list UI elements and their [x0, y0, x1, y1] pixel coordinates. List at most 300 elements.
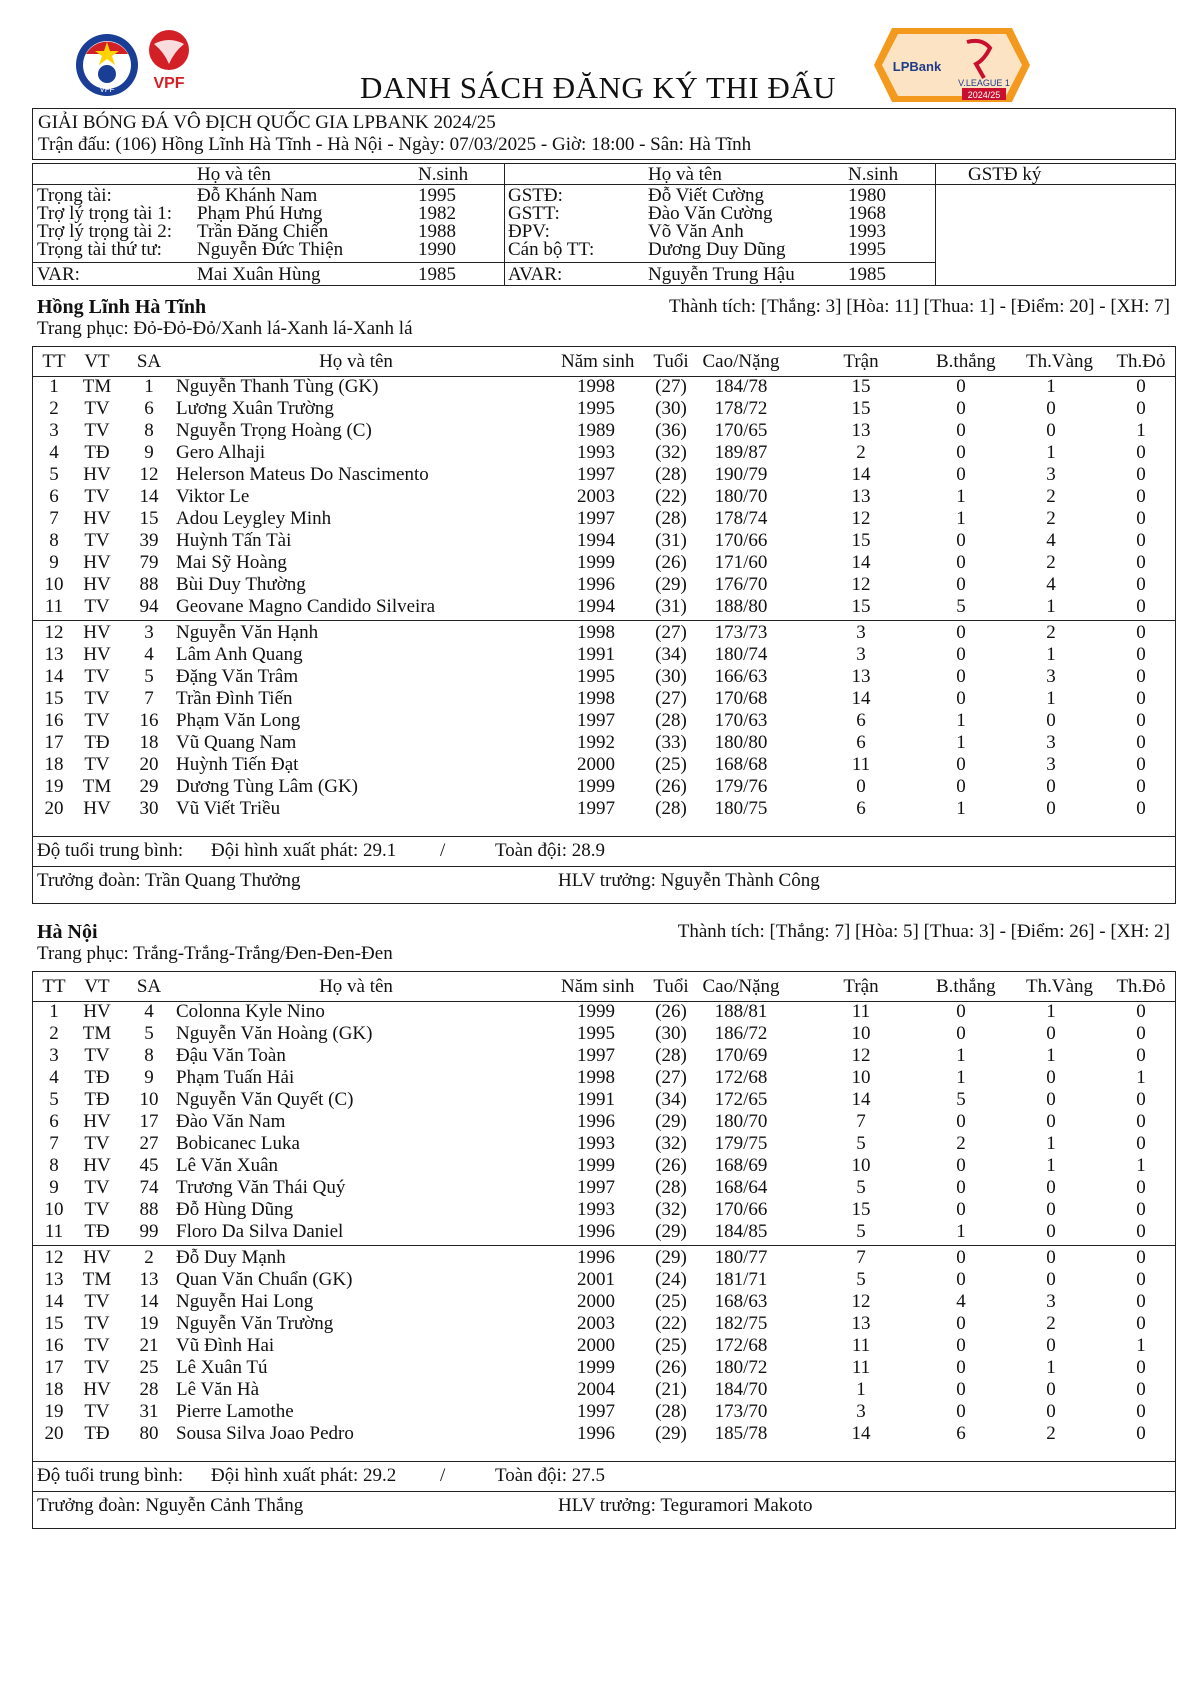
- cell-apps: 13: [851, 1313, 871, 1334]
- avg-age-slash: /: [440, 840, 446, 861]
- avg-age-slash: /: [440, 1465, 446, 1486]
- officials-divider-1: [504, 163, 505, 286]
- cell-vt: HV: [83, 464, 111, 485]
- cell-name: Viktor Le: [176, 486, 250, 507]
- officials-divider-2: [935, 163, 936, 286]
- cell-vt: TV: [84, 1291, 110, 1312]
- cell-tt: 11: [44, 596, 64, 617]
- cell-goals: 0: [956, 666, 966, 687]
- cell-age: (29): [655, 1423, 687, 1444]
- table-row: [36, 666, 1168, 688]
- cell-goals: 0: [956, 1023, 966, 1044]
- cell-yellow: 0: [1046, 710, 1056, 731]
- col-goals: B.thắng: [936, 351, 996, 372]
- official-name: Nguyễn Trung Hậu: [648, 264, 795, 285]
- cell-red: 0: [1136, 574, 1146, 595]
- cell-tt: 13: [44, 644, 64, 665]
- officials-col-birth: N.sinh: [418, 164, 469, 185]
- table-row: [36, 1401, 1168, 1423]
- cell-sa: 4: [144, 644, 154, 665]
- roster-staff-line: [32, 1491, 1176, 1492]
- cell-yellow: 3: [1046, 464, 1056, 485]
- cell-goals: 0: [956, 622, 966, 643]
- cell-vt: TM: [82, 376, 112, 397]
- cell-year: 1995: [577, 1023, 615, 1044]
- cell-name: Vũ Viết Triều: [176, 798, 281, 819]
- team-record: Thành tích: [Thắng: 3] [Hòa: 11] [Thua: 1] - [Điểm: 20] - [XH: 7]: [668, 296, 1170, 317]
- cell-name: Nguyễn Văn Hoàng (GK): [176, 1023, 373, 1044]
- official-role: Cán bộ TT:: [508, 239, 595, 260]
- cell-height-weight: 181/71: [714, 1269, 768, 1290]
- cell-year: 1999: [577, 1001, 615, 1022]
- cell-yellow: 2: [1046, 508, 1056, 529]
- cell-age: (36): [655, 420, 687, 441]
- cell-vt: TV: [84, 1045, 110, 1066]
- col-apps: Trận: [843, 351, 879, 372]
- cell-apps: 3: [856, 644, 866, 665]
- cell-name: Sousa Silva Joao Pedro: [176, 1423, 354, 1444]
- cell-name: Đỗ Duy Mạnh: [176, 1247, 286, 1268]
- official-role: GSTT:: [508, 203, 560, 224]
- cell-height-weight: 178/74: [714, 508, 768, 529]
- cell-sa: 3: [144, 622, 154, 643]
- cell-apps: 15: [851, 398, 871, 419]
- official-name: Dương Duy Dũng: [648, 239, 786, 260]
- cell-age: (25): [655, 1291, 687, 1312]
- cell-tt: 3: [49, 420, 59, 441]
- cell-age: (26): [655, 552, 687, 573]
- cell-tt: 8: [49, 1155, 59, 1176]
- cell-age: (28): [655, 798, 687, 819]
- cell-goals: 0: [956, 776, 966, 797]
- cell-sa: 8: [144, 420, 154, 441]
- cell-year: 2001: [577, 1269, 615, 1290]
- cell-year: 2003: [577, 486, 615, 507]
- cell-red: 0: [1136, 666, 1146, 687]
- cell-yellow: 3: [1046, 666, 1056, 687]
- table-row: [36, 1335, 1168, 1357]
- cell-tt: 10: [44, 574, 64, 595]
- cell-red: 0: [1136, 1247, 1146, 1268]
- cell-yellow: 1: [1046, 688, 1056, 709]
- cell-height-weight: 168/64: [714, 1177, 768, 1198]
- svg-text:V.LEAGUE 1: V.LEAGUE 1: [958, 78, 1010, 88]
- cell-vt: TV: [84, 1177, 110, 1198]
- col-sa: SA: [136, 351, 162, 372]
- cell-apps: 14: [851, 1089, 871, 1110]
- col-yellow: Th.Vàng: [1026, 976, 1094, 997]
- cell-year: 1997: [577, 798, 615, 819]
- team-name: Hồng Lĩnh Hà Tĩnh: [37, 296, 207, 318]
- cell-year: 1998: [577, 376, 615, 397]
- cell-name: Colonna Kyle Nino: [176, 1001, 325, 1022]
- table-row: [36, 464, 1168, 486]
- cell-year: 1996: [577, 574, 615, 595]
- cell-year: 1991: [577, 1089, 615, 1110]
- cell-yellow: 2: [1046, 1313, 1056, 1334]
- cell-tt: 10: [44, 1199, 64, 1220]
- cell-tt: 14: [44, 666, 64, 687]
- cell-apps: 12: [851, 1291, 871, 1312]
- cell-sa: 20: [139, 754, 159, 775]
- official-role: Trợ lý trọng tài 1:: [37, 203, 172, 224]
- roster-avg-line: [32, 836, 1176, 837]
- cell-year: 1996: [577, 1247, 615, 1268]
- cell-sa: 15: [139, 508, 159, 529]
- cell-height-weight: 184/85: [714, 1221, 768, 1242]
- cell-yellow: 0: [1046, 1379, 1056, 1400]
- cell-age: (22): [655, 486, 687, 507]
- official-year: 1968: [848, 203, 886, 224]
- cell-age: (27): [655, 1067, 687, 1088]
- cell-age: (34): [655, 1089, 687, 1110]
- cell-name: Vũ Quang Nam: [176, 732, 297, 753]
- cell-height-weight: 166/63: [714, 666, 768, 687]
- cell-red: 0: [1136, 644, 1146, 665]
- cell-apps: 7: [856, 1111, 866, 1132]
- col-hw: Cao/Nặng: [702, 351, 780, 372]
- cell-yellow: 4: [1046, 530, 1056, 551]
- cell-vt: TV: [84, 1401, 110, 1422]
- cell-year: 1998: [577, 688, 615, 709]
- cell-tt: 19: [44, 776, 64, 797]
- cell-name: Nguyễn Văn Trường: [176, 1313, 334, 1334]
- table-row: [36, 1199, 1168, 1221]
- cell-age: (28): [655, 508, 687, 529]
- cell-yellow: 1: [1046, 644, 1056, 665]
- cell-age: (29): [655, 1111, 687, 1132]
- team-kit: Trang phục: Trắng-Trắng-Trắng/Đen-Đen-Đen: [37, 943, 393, 964]
- cell-sa: 8: [144, 1045, 154, 1066]
- cell-name: Nguyễn Thanh Tùng (GK): [176, 376, 379, 397]
- cell-height-weight: 188/80: [714, 596, 768, 617]
- cell-name: Trần Đình Tiến: [176, 688, 293, 709]
- head-coach: HLV trưởng: Nguyễn Thành Công: [558, 870, 820, 891]
- cell-height-weight: 176/70: [714, 574, 768, 595]
- cell-goals: 0: [956, 398, 966, 419]
- cell-name: Đặng Văn Trâm: [176, 666, 299, 687]
- cell-yellow: 3: [1046, 754, 1056, 775]
- cell-apps: 1: [856, 1379, 866, 1400]
- table-row: [36, 552, 1168, 574]
- cell-height-weight: 180/74: [714, 644, 768, 665]
- table-row: [36, 1221, 1168, 1243]
- cell-name: Helerson Mateus Do Nascimento: [176, 464, 429, 485]
- cell-apps: 12: [851, 574, 871, 595]
- official-role: Trợ lý trọng tài 2:: [37, 221, 172, 242]
- cell-apps: 13: [851, 420, 871, 441]
- cell-apps: 12: [851, 508, 871, 529]
- cell-apps: 10: [851, 1155, 871, 1176]
- cell-tt: 18: [44, 1379, 64, 1400]
- cell-year: 1993: [577, 1133, 615, 1154]
- cell-name: Lê Văn Xuân: [176, 1155, 279, 1176]
- cell-vt: TV: [84, 596, 110, 617]
- cell-red: 0: [1136, 1111, 1146, 1132]
- cell-sa: 25: [139, 1357, 159, 1378]
- table-row: [36, 398, 1168, 420]
- col-tt: TT: [42, 351, 66, 372]
- cell-red: 0: [1136, 1379, 1146, 1400]
- table-row: [36, 1045, 1168, 1067]
- cell-apps: 6: [856, 710, 866, 731]
- cell-tt: 15: [44, 1313, 64, 1334]
- cell-age: (28): [655, 710, 687, 731]
- col-apps: Trận: [843, 976, 879, 997]
- cell-yellow: 1: [1046, 1045, 1056, 1066]
- cell-goals: 0: [956, 1001, 966, 1022]
- cell-apps: 12: [851, 1045, 871, 1066]
- official-role: ĐPV:: [508, 221, 550, 242]
- col-yellow: Th.Vàng: [1026, 351, 1094, 372]
- cell-red: 0: [1136, 798, 1146, 819]
- cell-goals: 5: [956, 596, 966, 617]
- cell-apps: 10: [851, 1067, 871, 1088]
- col-vt: VT: [84, 351, 110, 372]
- official-name: Phạm Phú Hưng: [197, 203, 323, 224]
- cell-tt: 1: [49, 1001, 59, 1022]
- cell-red: 0: [1136, 508, 1146, 529]
- cell-yellow: 1: [1046, 596, 1056, 617]
- cell-apps: 14: [851, 688, 871, 709]
- cell-vt: TV: [84, 398, 110, 419]
- cell-year: 1995: [577, 666, 615, 687]
- cell-goals: 0: [956, 574, 966, 595]
- cell-tt: 20: [44, 1423, 64, 1444]
- cell-name: Lê Xuân Tú: [176, 1357, 268, 1378]
- cell-sa: 39: [139, 530, 159, 551]
- cell-red: 0: [1136, 1269, 1146, 1290]
- cell-year: 2000: [577, 754, 615, 775]
- cell-tt: 4: [49, 442, 59, 463]
- cell-red: 0: [1136, 1291, 1146, 1312]
- cell-apps: 0: [856, 776, 866, 797]
- cell-tt: 16: [44, 1335, 64, 1356]
- official-year: 1988: [418, 221, 456, 242]
- roster-bench-line: [32, 1245, 1176, 1246]
- cell-apps: 11: [851, 1335, 871, 1356]
- table-row: [36, 1291, 1168, 1313]
- team-kit: Trang phục: Đỏ-Đỏ-Đỏ/Xanh lá-Xanh lá-Xanh lá: [37, 318, 413, 339]
- cell-vt: TV: [84, 1357, 110, 1378]
- cell-name: Huỳnh Tiến Đạt: [176, 754, 299, 775]
- cell-apps: 11: [851, 754, 871, 775]
- avg-age-label: Độ tuổi trung bình:: [37, 840, 184, 861]
- cell-sa: 6: [144, 398, 154, 419]
- cell-tt: 15: [44, 688, 64, 709]
- cell-age: (28): [655, 464, 687, 485]
- head-coach: HLV trưởng: Teguramori Makoto: [558, 1495, 813, 1516]
- cell-yellow: 1: [1046, 376, 1056, 397]
- cell-height-weight: 170/69: [714, 1045, 768, 1066]
- cell-name: Huỳnh Tấn Tài: [176, 530, 292, 551]
- cell-year: 1994: [577, 596, 615, 617]
- cell-year: 2003: [577, 1313, 615, 1334]
- cell-apps: 5: [856, 1269, 866, 1290]
- cell-name: Nguyễn Văn Quyết (C): [176, 1089, 354, 1110]
- cell-goals: 0: [956, 688, 966, 709]
- cell-age: (33): [655, 732, 687, 753]
- official-name: Trần Đăng Chiến: [197, 221, 329, 242]
- vff-logo: [74, 32, 140, 98]
- cell-apps: 13: [851, 486, 871, 507]
- cell-age: (26): [655, 1357, 687, 1378]
- cell-tt: 19: [44, 1401, 64, 1422]
- cell-height-weight: 190/79: [714, 464, 768, 485]
- official-year: 1980: [848, 185, 886, 206]
- cell-vt: TV: [84, 710, 110, 731]
- cell-goals: 1: [956, 1067, 966, 1088]
- table-row: [36, 1247, 1168, 1269]
- cell-yellow: 0: [1046, 1335, 1056, 1356]
- cell-height-weight: 170/68: [714, 688, 768, 709]
- cell-age: (22): [655, 1313, 687, 1334]
- header-row: [36, 350, 1168, 374]
- cell-tt: 9: [49, 552, 59, 573]
- cell-tt: 11: [44, 1221, 64, 1242]
- cell-age: (28): [655, 1401, 687, 1422]
- cell-red: 0: [1136, 442, 1146, 463]
- cell-height-weight: 182/75: [714, 1313, 768, 1334]
- cell-apps: 5: [856, 1221, 866, 1242]
- cell-year: 1999: [577, 1357, 615, 1378]
- cell-tt: 17: [44, 732, 64, 753]
- cell-goals: 0: [956, 420, 966, 441]
- table-row: [36, 1089, 1168, 1111]
- table-row: [36, 732, 1168, 754]
- cell-vt: TV: [84, 1335, 110, 1356]
- cell-name: Dương Tùng Lâm (GK): [176, 776, 358, 797]
- cell-age: (32): [655, 442, 687, 463]
- avg-age-start: Đội hình xuất phát: 29.1: [211, 840, 397, 861]
- cell-apps: 11: [851, 1001, 871, 1022]
- cell-height-weight: 180/70: [714, 486, 768, 507]
- officials-var-line: [32, 262, 935, 263]
- cell-age: (29): [655, 574, 687, 595]
- official-year: 1990: [418, 239, 456, 260]
- cell-apps: 14: [851, 464, 871, 485]
- cell-goals: 0: [956, 644, 966, 665]
- cell-year: 1997: [577, 508, 615, 529]
- table-row: [36, 1313, 1168, 1335]
- cell-name: Bobicanec Luka: [176, 1133, 300, 1154]
- cell-red: 0: [1136, 710, 1146, 731]
- cell-yellow: 3: [1046, 732, 1056, 753]
- cell-height-weight: 170/66: [714, 1199, 768, 1220]
- cell-sa: 7: [144, 688, 154, 709]
- cell-apps: 5: [856, 1177, 866, 1198]
- officials-col-name: Họ và tên: [197, 164, 271, 185]
- cell-sa: 16: [139, 710, 159, 731]
- col-year: Năm sinh: [561, 351, 635, 372]
- cell-goals: 6: [956, 1423, 966, 1444]
- cell-sa: 9: [144, 1067, 154, 1088]
- official-year: 1982: [418, 203, 456, 224]
- cell-name: Nguyễn Trọng Hoàng (C): [176, 420, 372, 441]
- cell-yellow: 1: [1046, 442, 1056, 463]
- cell-apps: 15: [851, 596, 871, 617]
- cell-goals: 0: [956, 552, 966, 573]
- cell-height-weight: 185/78: [714, 1423, 768, 1444]
- table-row: [36, 420, 1168, 442]
- cell-vt: TM: [82, 1269, 112, 1290]
- league-name: GIẢI BÓNG ĐÁ VÔ ĐỊCH QUỐC GIA LPBANK 2024/25: [38, 112, 496, 133]
- cell-sa: 17: [139, 1111, 159, 1132]
- cell-goals: 1: [956, 798, 966, 819]
- cell-goals: 0: [956, 1357, 966, 1378]
- match-info: Trận đấu: (106) Hồng Lĩnh Hà Tĩnh - Hà Nội - Ngày: 07/03/2025 - Giờ: 18:00 - Sân: Hà Tĩnh: [38, 134, 752, 155]
- col-tt: TT: [42, 976, 66, 997]
- cell-goals: 1: [956, 508, 966, 529]
- cell-name: Vũ Đình Hai: [176, 1335, 275, 1356]
- cell-red: 0: [1136, 622, 1146, 643]
- cell-age: (25): [655, 1335, 687, 1356]
- cell-year: 1997: [577, 710, 615, 731]
- col-name: Họ và tên: [319, 976, 393, 997]
- cell-year: 1999: [577, 1155, 615, 1176]
- cell-red: 0: [1136, 1133, 1146, 1154]
- roster-staff-line: [32, 866, 1176, 867]
- cell-tt: 9: [49, 1177, 59, 1198]
- cell-year: 1997: [577, 464, 615, 485]
- cell-yellow: 2: [1046, 622, 1056, 643]
- official-name: Đỗ Khánh Nam: [197, 185, 318, 206]
- cell-red: 0: [1136, 1177, 1146, 1198]
- cell-vt: TĐ: [84, 732, 110, 753]
- cell-vt: TV: [84, 486, 110, 507]
- officials-col-birth-2: N.sinh: [848, 164, 899, 185]
- cell-yellow: 0: [1046, 1221, 1056, 1242]
- cell-year: 1997: [577, 1401, 615, 1422]
- cell-apps: 2: [856, 442, 866, 463]
- cell-year: 1997: [577, 1045, 615, 1066]
- col-hw: Cao/Nặng: [702, 976, 780, 997]
- table-row: [36, 754, 1168, 776]
- cell-yellow: 0: [1046, 1089, 1056, 1110]
- cell-age: (27): [655, 376, 687, 397]
- cell-sa: 45: [139, 1155, 159, 1176]
- cell-name: Pierre Lamothe: [176, 1401, 294, 1422]
- cell-sa: 1: [144, 376, 154, 397]
- cell-year: 1996: [577, 1111, 615, 1132]
- cell-red: 0: [1136, 552, 1146, 573]
- official-role: Trọng tài thứ tư:: [37, 239, 162, 260]
- cell-tt: 6: [49, 1111, 59, 1132]
- table-row: [36, 1023, 1168, 1045]
- cell-year: 1998: [577, 622, 615, 643]
- cell-year: 1993: [577, 442, 615, 463]
- cell-height-weight: 180/75: [714, 798, 768, 819]
- cell-sa: 31: [139, 1401, 159, 1422]
- cell-vt: HV: [83, 574, 111, 595]
- table-row: [36, 1155, 1168, 1177]
- official-name: Đỗ Viết Cường: [648, 185, 764, 206]
- cell-sa: 27: [139, 1133, 159, 1154]
- cell-year: 1994: [577, 530, 615, 551]
- cell-apps: 6: [856, 798, 866, 819]
- team-manager: Trưởng đoàn: Nguyễn Cảnh Thắng: [37, 1495, 304, 1516]
- cell-height-weight: 168/69: [714, 1155, 768, 1176]
- cell-apps: 6: [856, 732, 866, 753]
- cell-sa: 28: [139, 1379, 159, 1400]
- cell-sa: 12: [139, 464, 159, 485]
- cell-sa: 88: [139, 1199, 159, 1220]
- cell-apps: 3: [856, 622, 866, 643]
- table-row: [36, 1177, 1168, 1199]
- avg-age-label: Độ tuổi trung bình:: [37, 1465, 184, 1486]
- avg-age-start: Đội hình xuất phát: 29.2: [211, 1465, 397, 1486]
- page-title: DANH SÁCH ĐĂNG KÝ THI ĐẤU: [360, 70, 837, 105]
